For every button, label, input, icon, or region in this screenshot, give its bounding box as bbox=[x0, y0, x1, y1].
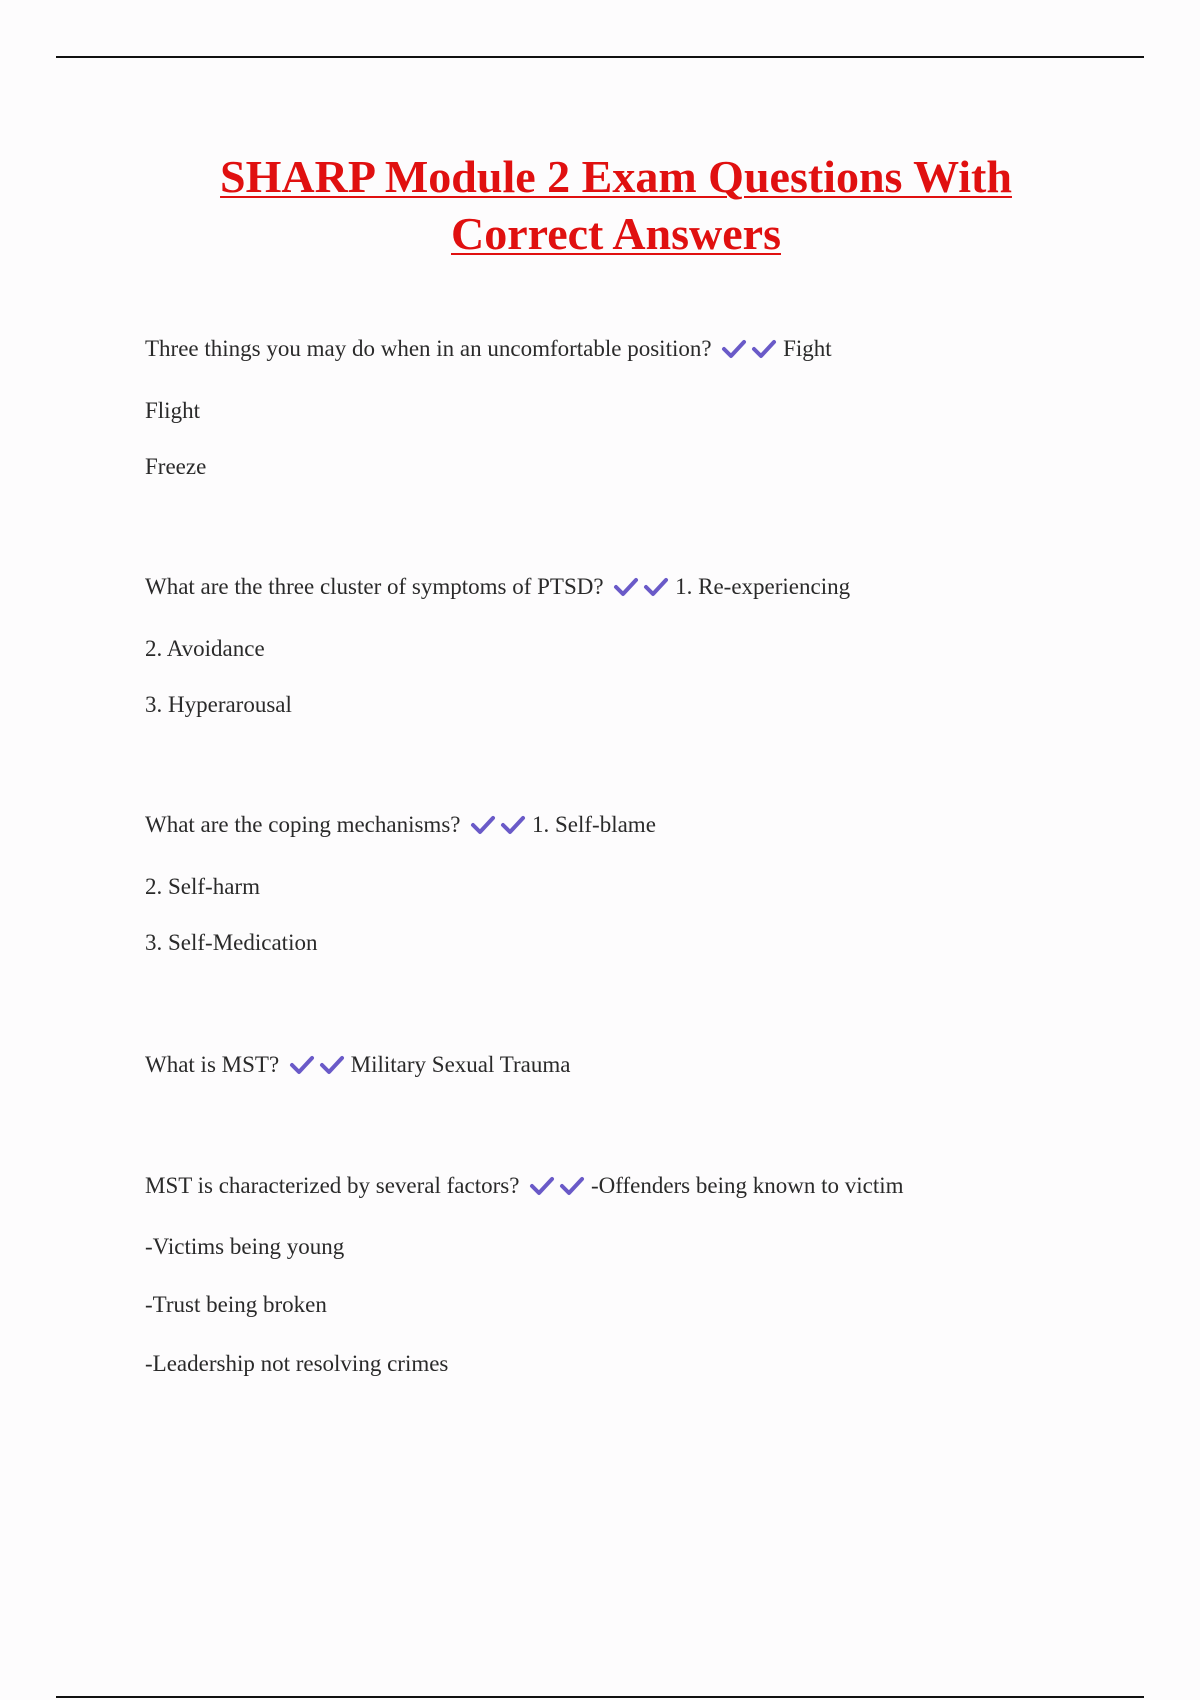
answer-text: Military Sexual Trauma bbox=[350, 1052, 571, 1077]
question-text: MST is characterized by several factors? bbox=[145, 1173, 520, 1198]
checkmark-icon bbox=[319, 1055, 345, 1075]
qa-1-question bbox=[145, 334, 832, 364]
answer-text: 1. Self-blame bbox=[532, 812, 656, 837]
qa-1-answer-2: Flight bbox=[145, 398, 200, 423]
question-text: Three things you may do when in an uncomfortable position? bbox=[145, 336, 712, 361]
qa-3-question bbox=[145, 810, 656, 840]
answer-text: Fight bbox=[783, 336, 832, 361]
page-title bbox=[0, 148, 1200, 262]
checkmark-icon bbox=[751, 339, 777, 359]
answer-text: 1. Re-experiencing bbox=[675, 574, 851, 599]
qa-3-answer-3: 3. Self-Medication bbox=[145, 930, 318, 955]
bottom-rule bbox=[56, 1696, 1144, 1698]
qa-1-answer-3: Freeze bbox=[145, 454, 207, 479]
qa-2-question bbox=[145, 572, 850, 602]
checkmark-icon bbox=[529, 1176, 555, 1196]
qa-4-question bbox=[145, 1050, 570, 1080]
qa-3-answer-2: 2. Self-harm bbox=[145, 874, 260, 899]
qa-2-answer-3: 3. Hyperarousal bbox=[145, 692, 292, 717]
qa-5-answer-3: -Trust being broken bbox=[145, 1292, 327, 1317]
qa-2-answer-2: 2. Avoidance bbox=[145, 636, 265, 661]
checkmark-icon bbox=[721, 339, 747, 359]
qa-5-question bbox=[145, 1171, 904, 1201]
title-line-2: Correct Answers bbox=[451, 208, 781, 259]
answer-text: -Offenders being known to victim bbox=[590, 1173, 904, 1198]
checkmark-icon bbox=[500, 815, 526, 835]
question-text: What are the coping mechanisms? bbox=[145, 812, 461, 837]
qa-5-answer-4: -Leadership not resolving crimes bbox=[145, 1351, 449, 1376]
checkmark-icon bbox=[289, 1055, 315, 1075]
checkmark-icon bbox=[643, 577, 669, 597]
qa-5-answer-2: -Victims being young bbox=[145, 1234, 345, 1259]
checkmark-icon bbox=[613, 577, 639, 597]
checkmark-icon bbox=[559, 1176, 585, 1196]
question-text: What are the three cluster of symptoms of PTSD? bbox=[145, 574, 604, 599]
title-line-1: SHARP Module 2 Exam Questions With bbox=[220, 151, 1012, 202]
top-rule bbox=[56, 56, 1144, 58]
question-text: What is MST? bbox=[145, 1052, 280, 1077]
checkmark-icon bbox=[470, 815, 496, 835]
